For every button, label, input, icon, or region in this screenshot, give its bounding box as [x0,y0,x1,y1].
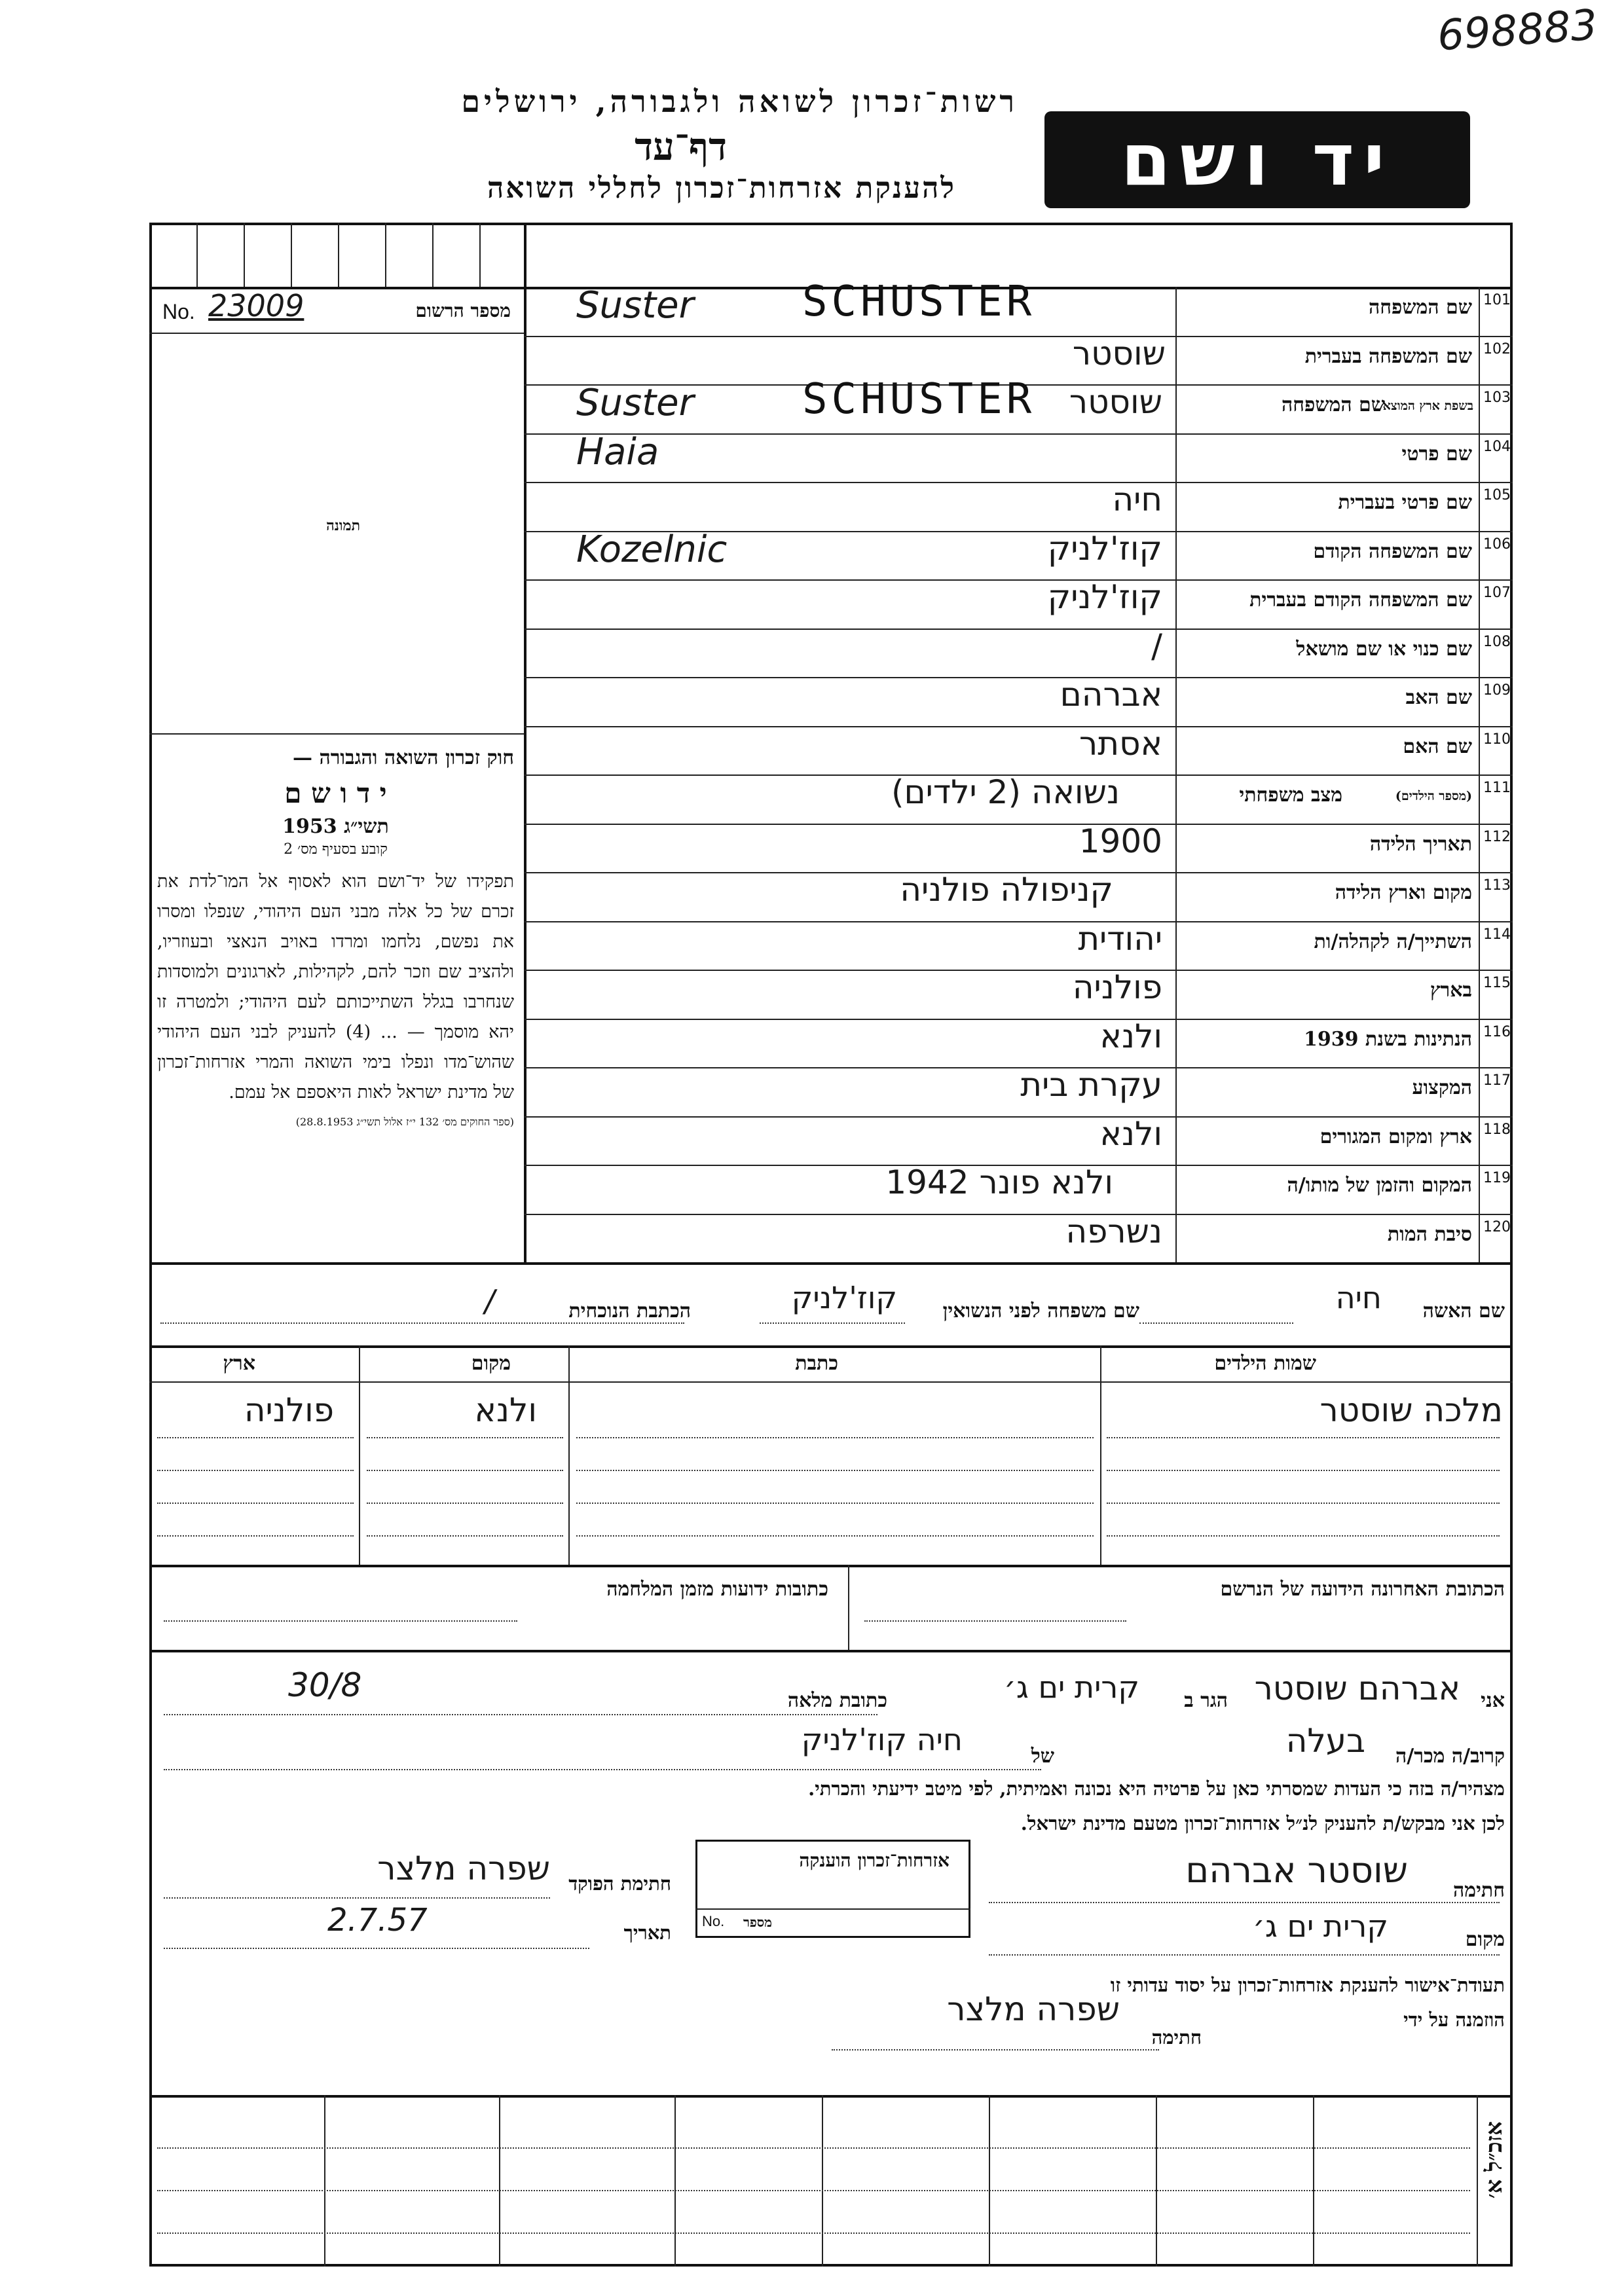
children-header-address: כתבת [795,1352,838,1375]
field-number: 114 [1483,926,1511,943]
of-name[interactable]: חיה קוז'לניק [801,1722,963,1757]
inspector-signature[interactable]: שפרה מלצר [377,1850,550,1887]
field-value-hebrew[interactable]: / [1151,627,1162,665]
approval-signature-label: חתימה [1151,2026,1202,2049]
date-label: תאריך [623,1922,671,1944]
field-label: שם המשפחה הקודם בעברית [1249,589,1472,611]
field-row-divider [524,336,1513,337]
field-label-small: בשפת ארץ המוצא [1382,399,1473,413]
certificate-no-he: מספר [743,1914,772,1930]
field-number: 119 [1483,1170,1511,1186]
spouse-address-value[interactable]: / [485,1283,495,1319]
field-label: סיבת המות [1387,1223,1472,1246]
field-value-latin-cursive[interactable]: Kozelnic [576,528,728,571]
field-label: שם האב [1405,686,1472,709]
field-value-hebrew[interactable]: ולנא פונר 1942 [885,1163,1113,1201]
law-body: תפקידו של יד־ושם הוא לאסוף אל המו־לדת את זכרם של כל אלה מבני העם היהודי, שנפלו ומסרו את נפשם, נלחמו ומרדו באויב הנאצי ובעוזריו, ולהציב שם וזכר להם, לקהילות, לארגונים ולמוסדות שנחרבו בגלל השתייכותם לעם היהודי; ולמטרה זו יהא מוסמך — ... (4) להעניק לבני העם היהודי שהוש־מדו ונפלו בימי השואה והמרי אזרחות־זכרון של מדינת ישראל לאות היאספם אל עמם. [157,871,515,1102]
declarant-address[interactable]: קרית ים ג׳ [1003,1669,1139,1705]
field-number: 105 [1483,487,1511,503]
registry-no-label: No. [162,300,195,323]
field-number: 106 [1483,536,1511,553]
field-number: 107 [1483,585,1511,601]
field-value-hebrew[interactable]: קניפולה פולניה [900,871,1113,909]
child-name[interactable]: מלכה שוסטר [1320,1391,1503,1429]
field-row-divider [524,970,1513,971]
field-value-hebrew[interactable]: נשואה (2 ילדים) [891,773,1120,811]
field-label: הנתינות בשנת 1939 [1303,1028,1472,1051]
declarant-i-label: אני [1481,1689,1505,1712]
field-value-hebrew[interactable]: שוסטר [1069,383,1162,421]
field-number: 120 [1483,1219,1511,1235]
child-country[interactable]: פולניה [244,1391,334,1429]
yad-vashem-logo [1044,111,1470,208]
field-value-hebrew[interactable]: אברהם [1060,676,1162,714]
spouse-first-name[interactable]: חיה [1335,1280,1382,1315]
child-place[interactable]: ולנא [474,1391,537,1429]
field-value-hebrew[interactable]: עקרת בית [1020,1066,1162,1104]
field-value-hebrew[interactable]: שוסטר [1072,335,1166,373]
declarant-place[interactable]: קרית ים ג׳ [1252,1908,1388,1944]
request-text: לכן אני מבקש/ת להעניק לנ״ל אזרחות־זכרון מטעם מדינת ישראל. [1020,1812,1505,1834]
field-value-hebrew[interactable]: פולניה [1072,968,1162,1006]
declarant-name[interactable]: אברהם שוסטר [1254,1669,1460,1707]
approval-text: תעודת־אישור להענקת אזרחות־זכרון על יסוד עדותי זו [1110,1974,1505,1996]
spouse-label: שם האשה [1422,1300,1505,1322]
field-value-hebrew[interactable]: קוז'לניק [1047,578,1162,616]
spouse-maiden-value[interactable]: קוז'לניק [791,1280,897,1315]
field-row-divider [524,1019,1513,1020]
field-value-hebrew[interactable]: 1900 [1079,822,1162,860]
field-label: שם פרטי בעברית [1338,491,1472,514]
field-label: שם פרטי [1401,443,1472,465]
certificate-title: אזרחות־זכרון הוענקה [799,1850,950,1871]
form-title: דף־עד [635,124,727,169]
declarant-lives-label: הגר ב [1184,1689,1228,1712]
logo-text: יד ושם [1120,118,1394,202]
last-known-address-label: הכתובת האחרונה הידועה של הנרשם [1220,1578,1505,1601]
field-number: 104 [1483,439,1511,455]
date-value[interactable]: 2.7.57 [327,1902,428,1939]
declarant-house[interactable]: 30/8 [288,1666,362,1704]
signature-label: חתימה [1453,1879,1505,1902]
law-panel [157,746,514,1129]
field-value-hebrew[interactable]: ולנא [1099,1017,1162,1055]
inspector-label: חתימת הפוקד [568,1872,671,1895]
field-value-hebrew[interactable]: יהודית [1078,920,1162,958]
field-row-divider [524,433,1513,435]
approval-signature[interactable]: שפרה מלצר [947,1990,1120,2028]
relation-value[interactable]: בעלה [1285,1722,1365,1760]
field-label-small: (מספר הילדים) [1395,789,1472,803]
field-value-latin-print[interactable]: SCHUSTER [802,278,1036,326]
law-clause: קובע בסעיף מס׳ 2 [284,841,388,858]
field-label: שם האם [1403,735,1472,758]
side-code: אזכ״ל א׳ [1481,2121,1507,2199]
field-number: 113 [1483,877,1511,894]
field-number: 102 [1483,341,1511,357]
field-label: שם המשפחה בעברית [1304,345,1472,368]
photo-label: תמונה [326,517,360,534]
field-label: שם כנוי או שם מושאל [1296,638,1472,661]
header-authority: רשות־זכרון לשואה ולגבורה, ירושלים [461,84,1018,119]
field-label: ארץ ומקום המגורים [1320,1125,1472,1148]
wartime-addresses-label: כתובות ידועות מזמן המלחמה [606,1578,828,1601]
field-value-latin-cursive[interactable]: Suster [576,284,694,327]
spouse-maiden-label: שם משפחה לפני הנשואין [942,1300,1139,1322]
field-label: שם המשפחה הקודם [1313,540,1472,563]
field-number: 103 [1483,390,1511,406]
law-year: תשי״ג 1953 [282,815,389,838]
field-label: מצב משפחתי [1239,784,1342,807]
field-value-hebrew[interactable]: אסתר [1079,725,1162,763]
field-label: בארץ [1430,979,1472,1002]
field-label: המקצוע [1412,1076,1472,1099]
field-number: 101 [1483,292,1511,308]
field-label: שם המשפחה [1368,296,1472,319]
field-number: 112 [1483,829,1511,845]
children-header-place: מקום [471,1352,511,1375]
registry-label: מספר הרשום [415,300,511,321]
field-value-hebrew[interactable]: נשרפה [1065,1212,1162,1250]
field-label: השתייך/ה לקהלה/ות [1314,930,1472,953]
approval-invited-label: הוזמנה על ידי [1403,2009,1505,2031]
registry-no-value: 23009 [208,288,304,323]
field-number: 110 [1483,731,1511,748]
spouse-address-label: הכתבת הנוכחית [568,1300,691,1322]
law-source: (ספר החוקים מס׳ 132 י״ז אלול תשי״ג 28.8.1953) [295,1116,514,1128]
field-row-divider [524,726,1513,727]
children-header-country: ארץ [223,1352,255,1375]
field-label: מקום וארץ הלידה [1335,881,1472,904]
field-number: 111 [1483,780,1511,796]
field-value-hebrew[interactable]: חיה [1112,481,1162,519]
children-header-names: שמות הילדים [1214,1352,1316,1375]
declaration-text: מצהיר/ה בזה כי העדות שמסרתי כאן על פרטיה היא נכונה ואמיתית, לפי מיטב ידיעתי והכרתי. [808,1777,1505,1800]
place-label: מקום [1465,1928,1505,1951]
field-row-divider [524,677,1513,678]
certificate-no-label: No. [702,1913,725,1929]
stamp-number: 698883 [1435,1,1599,61]
field-value-latin-cursive[interactable]: Haia [576,431,659,473]
field-value-latin-print[interactable]: SCHUSTER [802,375,1036,424]
field-number: 115 [1483,975,1511,991]
law-title: חוק זכרון השואה והגבורה — [293,746,514,769]
field-number: 118 [1483,1121,1511,1138]
header-subtitle: להענקת אזרחות־זכרון לחללי השואה [487,172,956,205]
field-row-divider [524,1214,1513,1215]
field-row-divider [524,579,1513,581]
field-number: 117 [1483,1072,1511,1089]
field-label: המקום והזמן של מותו/ה [1287,1174,1472,1197]
field-value-latin-cursive[interactable]: Suster [576,382,694,424]
field-number: 109 [1483,682,1511,699]
field-row-divider [524,1116,1513,1118]
field-row-divider [524,629,1513,630]
field-number: 108 [1483,634,1511,650]
field-row-divider [524,824,1513,825]
relative-label: קרוב/ה מכר/ה [1395,1745,1505,1768]
declarant-full-address-label: כתובת מלאה [787,1689,887,1712]
declarant-signature[interactable]: שוסטר אברהם [1185,1850,1408,1891]
field-row-divider [524,482,1513,483]
field-value-hebrew[interactable]: קוז'לניק [1047,530,1162,568]
field-row-divider [524,1067,1513,1068]
field-label: שם המשפחה [1281,393,1385,416]
field-number: 116 [1483,1024,1511,1040]
field-label: תאריך הלידה [1369,833,1472,856]
of-label: של [1031,1745,1054,1768]
law-name: י ד ו ש ם [284,777,387,809]
field-row-divider [524,921,1513,922]
field-value-hebrew[interactable]: ולנא [1099,1115,1162,1153]
